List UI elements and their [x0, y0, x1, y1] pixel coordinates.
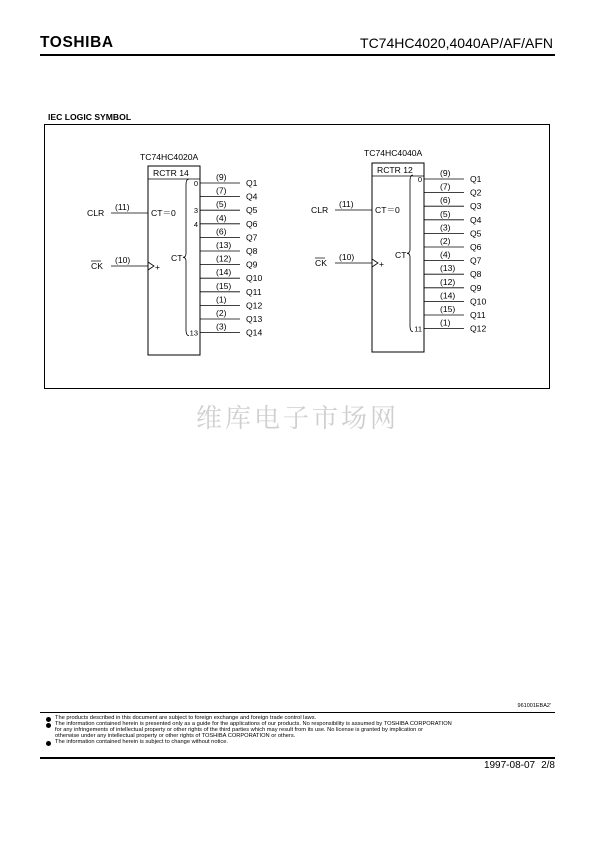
- output-pin: (2): [216, 308, 227, 318]
- output-name: Q1: [246, 178, 258, 188]
- output-name: Q3: [470, 201, 482, 212]
- clr-function: CT＝0: [375, 205, 400, 215]
- output-pin: (7): [216, 185, 227, 196]
- output-name: Q7: [470, 255, 482, 266]
- output-pin: (1): [440, 317, 451, 328]
- output-name: Q4: [246, 191, 258, 202]
- dynamic-input-icon: [372, 259, 378, 267]
- output-pin: (9): [216, 172, 227, 182]
- iec-logic-symbols: [0, 0, 595, 420]
- output-pin: (5): [440, 208, 451, 219]
- output-pin: (13): [440, 263, 456, 274]
- output-name: Q14: [246, 327, 263, 338]
- device-name: TC74HC4040A: [364, 148, 423, 158]
- ck-pin: (10): [115, 255, 131, 265]
- output-pin: (6): [216, 226, 227, 237]
- output-bit: 11: [414, 324, 422, 334]
- output-pin: (14): [440, 290, 456, 301]
- output-bit: 0: [193, 179, 198, 188]
- output-name: Q12: [246, 300, 263, 311]
- output-name: Q5: [470, 228, 482, 239]
- bullet-icon: [46, 723, 51, 728]
- output-name: Q9: [246, 259, 258, 270]
- clr-label: CLR: [87, 208, 105, 218]
- output-pin: (9): [440, 168, 451, 178]
- output-pin: (15): [440, 304, 456, 314]
- output-name: Q5: [246, 205, 258, 216]
- output-name: Q11: [470, 310, 486, 320]
- block-label: RCTR 14: [153, 168, 189, 178]
- footer-rule: [40, 757, 555, 759]
- doc-number: 961001EBA2': [517, 703, 551, 709]
- clr-pin: (11): [115, 202, 130, 212]
- count-up-sign: +: [155, 262, 161, 272]
- output-pin: (12): [216, 253, 232, 264]
- section-title: IEC LOGIC SYMBOL: [48, 112, 132, 122]
- output-name: Q1: [470, 174, 482, 184]
- note-line: The products described in this document are subject to foreign exchange and foreign trade control laws.: [55, 715, 317, 721]
- disclaimer-notes: [40, 712, 555, 751]
- output-pin: (4): [216, 212, 227, 223]
- clr-label: CLR: [311, 205, 329, 215]
- toshiba-logo: TOSHIBA: [40, 34, 114, 51]
- output-name: Q6: [246, 218, 258, 229]
- output-name: Q2: [470, 187, 482, 198]
- output-bit: 3: [193, 206, 198, 216]
- output-name: Q7: [246, 232, 258, 243]
- output-pin: (3): [216, 321, 227, 332]
- note-line: for any infringements of intellectual property or other rights of the third parties which may result from its use. No license is granted by implication or: [55, 727, 423, 733]
- output-name: Q4: [470, 214, 482, 225]
- note-line: otherwise under any intellectual property or other rights of TOSHIBA CORPORATION or others.: [55, 733, 296, 739]
- output-name: Q8: [470, 269, 482, 280]
- ck-pin: (10): [339, 252, 355, 262]
- output-name: Q10: [470, 296, 487, 307]
- output-name: Q8: [246, 246, 258, 256]
- issue-date: 1997-08-07: [483, 760, 536, 771]
- page-number: 2/8: [541, 760, 555, 771]
- output-name: Q12: [470, 323, 487, 334]
- part-number: TC74HC4020,4040AP/AF/AFN: [360, 35, 553, 51]
- device-name: TC74HC4020A: [140, 152, 199, 162]
- output-name: Q9: [470, 282, 482, 293]
- ck-label: CK: [315, 258, 327, 268]
- output-name: Q13: [246, 314, 263, 324]
- ct-label: CT: [171, 253, 183, 263]
- output-bit: 13: [189, 328, 198, 338]
- output-name: Q6: [470, 242, 482, 252]
- output-pin: (7): [440, 181, 451, 192]
- output-pin: (6): [440, 195, 451, 206]
- ct-label: CT: [395, 250, 407, 260]
- output-name: Q11: [246, 286, 262, 297]
- output-pin: (13): [216, 240, 232, 250]
- output-brace: [407, 175, 413, 332]
- ck-label: CK: [91, 261, 103, 271]
- output-bit: 0: [417, 175, 422, 184]
- output-pin: (4): [440, 249, 451, 260]
- clr-pin: (11): [339, 199, 354, 209]
- count-up-sign: +: [379, 259, 385, 269]
- dynamic-input-icon: [148, 262, 154, 270]
- output-pin: (3): [440, 222, 451, 233]
- bullet-icon: [46, 741, 51, 746]
- output-brace: [183, 179, 189, 336]
- clr-function: CT＝0: [151, 208, 176, 218]
- note-line: The information contained herein is presented only as a guide for the applications of our products. No responsibility is assumed by TOSHIBA CORPORATION: [55, 721, 452, 727]
- bullet-icon: [46, 717, 51, 722]
- output-pin: (12): [440, 276, 456, 287]
- block-label: RCTR 12: [377, 165, 413, 175]
- watermark: 维库电子市场网: [195, 404, 399, 434]
- footer-date-page: [484, 760, 555, 771]
- output-pin: (1): [216, 294, 227, 305]
- output-pin: (2): [440, 236, 451, 246]
- note-line: The information contained herein is subject to change without notice.: [55, 739, 228, 745]
- output-pin: (5): [216, 199, 227, 210]
- output-name: Q10: [246, 273, 263, 284]
- output-pin: (14): [216, 267, 232, 278]
- output-bit: 4: [193, 219, 198, 229]
- output-pin: (15): [216, 280, 232, 291]
